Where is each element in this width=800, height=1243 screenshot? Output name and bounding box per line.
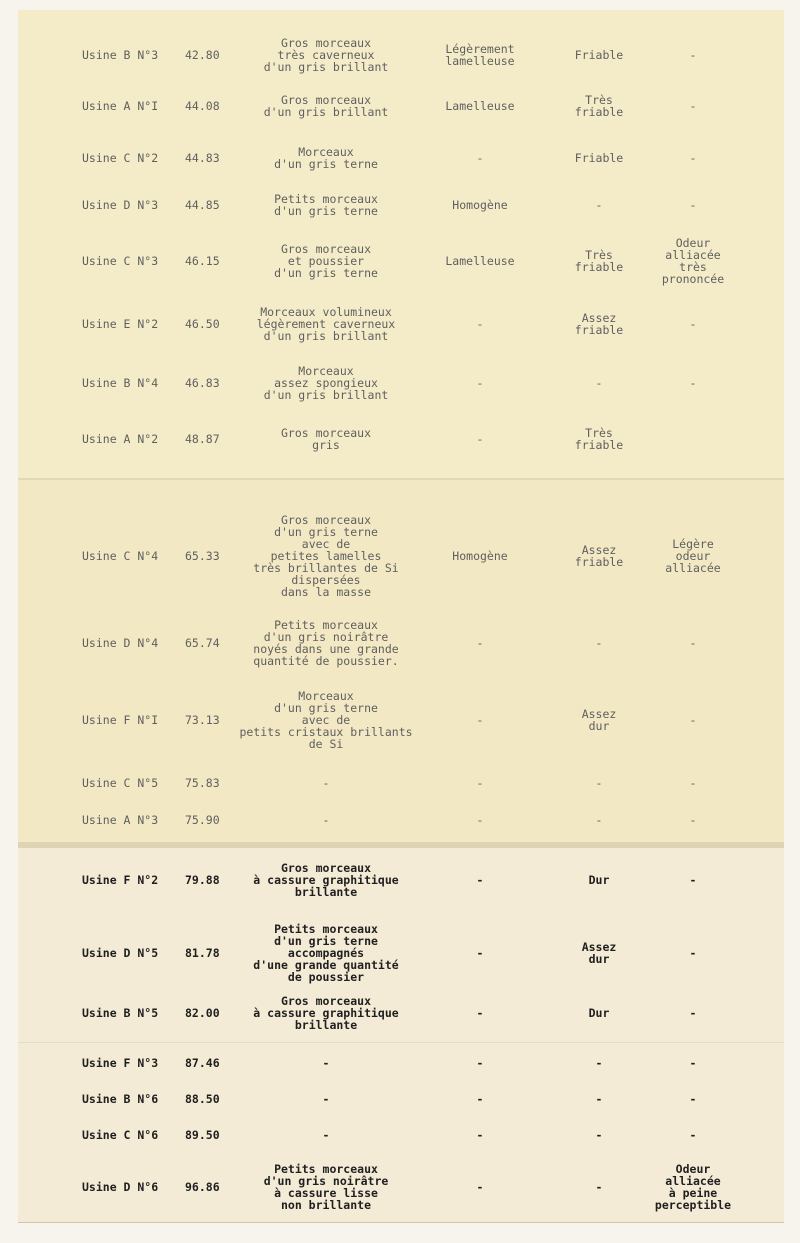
cassure-cell: - — [476, 1006, 484, 1020]
cassure-cell: - — [476, 1092, 484, 1106]
friabilite-cell: Dur — [588, 1006, 610, 1020]
friabilite-cell: - — [595, 198, 603, 212]
odeur-cell: - — [689, 198, 697, 212]
description-cell: Gros morceaux et poussier d'un gris terne — [274, 242, 378, 280]
cassure-cell: - — [476, 376, 484, 390]
description-cell: Petits morceaux d'un gris terne accompagnés d'une grande quantité de poussier — [253, 922, 399, 984]
cassure-cell: - — [476, 873, 484, 887]
odeur-cell: - — [689, 946, 697, 960]
usine-label: Usine F N°I — [82, 713, 159, 727]
friabilite-cell: - — [595, 776, 603, 790]
description-cell: Morceaux assez spongieux d'un gris brillant — [263, 364, 389, 402]
value-cell: 46.50 — [185, 317, 220, 331]
friabilite-cell: Assez friable — [574, 543, 624, 569]
cassure-cell: - — [476, 1128, 484, 1142]
value-cell: 87.46 — [185, 1056, 220, 1070]
odeur-cell: - — [689, 713, 697, 727]
cassure-cell: Légèrement lamelleuse — [445, 42, 515, 68]
friabilite-cell: Très friable — [574, 426, 624, 452]
value-cell: 75.90 — [185, 813, 220, 827]
value-cell: 44.83 — [185, 151, 220, 165]
description-cell: Petits morceaux d'un gris noirâtre noyés dans une grande quantité de poussier. — [253, 618, 399, 668]
odeur-cell: - — [689, 1056, 697, 1070]
friabilite-cell: Très friable — [574, 248, 624, 274]
usine-label: Usine B N°4 — [82, 376, 159, 390]
friabilite-cell: Assez dur — [581, 707, 617, 733]
value-cell: 82.00 — [185, 1006, 220, 1020]
cassure-cell: - — [476, 432, 484, 446]
friabilite-cell: - — [595, 1092, 603, 1106]
value-cell: 48.87 — [185, 432, 220, 446]
odeur-cell: - — [689, 376, 697, 390]
usine-label: Usine C N°4 — [82, 549, 159, 563]
fold-line — [18, 1042, 784, 1043]
description-cell: Gros morceaux d'un gris terne avec de petites lamelles très brillantes de Si dispersées dans la masse — [253, 513, 399, 599]
usine-label: Usine C N°3 — [82, 254, 159, 268]
friabilite-cell: Dur — [588, 873, 610, 887]
description-cell: Petits morceaux d'un gris terne — [274, 192, 378, 218]
value-cell: 42.80 — [185, 48, 220, 62]
friabilite-cell: - — [595, 1056, 603, 1070]
cassure-cell: - — [476, 636, 484, 650]
value-cell: 73.13 — [185, 713, 220, 727]
usine-label: Usine D N°5 — [82, 946, 159, 960]
friabilite-cell: Assez dur — [581, 940, 617, 966]
description-cell: - — [322, 813, 330, 827]
odeur-cell: - — [689, 99, 697, 113]
usine-label: Usine B N°5 — [82, 1006, 159, 1020]
odeur-cell: - — [689, 1128, 697, 1142]
odeur-cell: - — [689, 1092, 697, 1106]
value-cell: 44.85 — [185, 198, 220, 212]
cassure-cell: - — [476, 946, 484, 960]
odeur-cell: Odeur alliacée très prononcée — [661, 236, 725, 286]
usine-label: Usine C N°2 — [82, 151, 159, 165]
odeur-cell: - — [689, 813, 697, 827]
odeur-cell: - — [689, 776, 697, 790]
usine-label: Usine B N°6 — [82, 1092, 159, 1106]
description-cell: Gros morceaux à cassure graphitique brillante — [253, 861, 399, 899]
cassure-cell: - — [476, 151, 484, 165]
odeur-cell: Odeur alliacée à peine perceptible — [654, 1162, 732, 1212]
usine-label: Usine F N°3 — [82, 1056, 159, 1070]
value-cell: 44.08 — [185, 99, 220, 113]
description-cell: - — [322, 776, 330, 790]
value-cell: 46.83 — [185, 376, 220, 390]
usine-label: Usine D N°6 — [82, 1180, 159, 1194]
value-cell: 65.33 — [185, 549, 220, 563]
odeur-cell: - — [689, 873, 697, 887]
value-cell: 75.83 — [185, 776, 220, 790]
description-cell: Morceaux d'un gris terne — [274, 145, 378, 171]
fold-line — [18, 842, 784, 848]
value-cell: 96.86 — [185, 1180, 220, 1194]
friabilite-cell: - — [595, 376, 603, 390]
description-cell: Petits morceaux d'un gris noirâtre à cassure lisse non brillante — [263, 1162, 389, 1212]
value-cell: 88.50 — [185, 1092, 220, 1106]
friabilite-cell: - — [595, 636, 603, 650]
friabilite-cell: Très friable — [574, 93, 624, 119]
friabilite-cell: - — [595, 813, 603, 827]
value-cell: 79.88 — [185, 873, 220, 887]
friabilite-cell: Assez friable — [574, 311, 624, 337]
usine-label: Usine E N°2 — [82, 317, 159, 331]
cassure-cell: - — [476, 317, 484, 331]
value-cell: 65.74 — [185, 636, 220, 650]
cassure-cell: - — [476, 776, 484, 790]
usine-label: Usine D N°3 — [82, 198, 159, 212]
odeur-cell: - — [689, 151, 697, 165]
usine-label: Usine A N°3 — [82, 813, 159, 827]
odeur-cell: - — [689, 636, 697, 650]
usine-label: Usine A N°2 — [82, 432, 159, 446]
value-cell: 81.78 — [185, 946, 220, 960]
description-cell: Gros morceaux à cassure graphitique brillante — [253, 994, 399, 1032]
fold-line — [18, 478, 784, 480]
cassure-cell: - — [476, 1180, 484, 1194]
odeur-cell: - — [689, 48, 697, 62]
cassure-cell: - — [476, 813, 484, 827]
usine-label: Usine D N°4 — [82, 636, 159, 650]
value-cell: 46.15 — [185, 254, 220, 268]
description-cell: - — [322, 1092, 330, 1106]
description-cell: - — [322, 1128, 330, 1142]
usine-label: Usine B N°3 — [82, 48, 159, 62]
cassure-cell: - — [476, 713, 484, 727]
friabilite-cell: - — [595, 1128, 603, 1142]
cassure-cell: Lamelleuse — [445, 254, 515, 268]
odeur-cell: - — [689, 317, 697, 331]
description-cell: Gros morceaux d'un gris brillant — [263, 93, 389, 119]
description-cell: Morceaux d'un gris terne avec de petits cristaux brillants de Si — [239, 689, 413, 751]
friabilite-cell: - — [595, 1180, 603, 1194]
description-cell: Gros morceaux gris — [280, 426, 372, 452]
friabilite-cell: Friable — [574, 151, 624, 165]
usine-label: Usine C N°5 — [82, 776, 159, 790]
usine-label: Usine A N°I — [82, 99, 159, 113]
value-cell: 89.50 — [185, 1128, 220, 1142]
friabilite-cell: Friable — [574, 48, 624, 62]
odeur-cell: Légère odeur alliacée — [665, 537, 721, 575]
usine-label: Usine C N°6 — [82, 1128, 159, 1142]
cassure-cell: Lamelleuse — [445, 99, 515, 113]
usine-label: Usine F N°2 — [82, 873, 159, 887]
cassure-cell: Homogène — [452, 198, 508, 212]
description-cell: - — [322, 1056, 330, 1070]
cassure-cell: Homogène — [452, 549, 508, 563]
description-cell: Morceaux volumineux légèrement caverneux d'un gris brillant — [256, 305, 396, 343]
description-cell: Gros morceaux très caverneux d'un gris brillant — [263, 36, 389, 74]
cassure-cell: - — [476, 1056, 484, 1070]
odeur-cell: - — [689, 1006, 697, 1020]
